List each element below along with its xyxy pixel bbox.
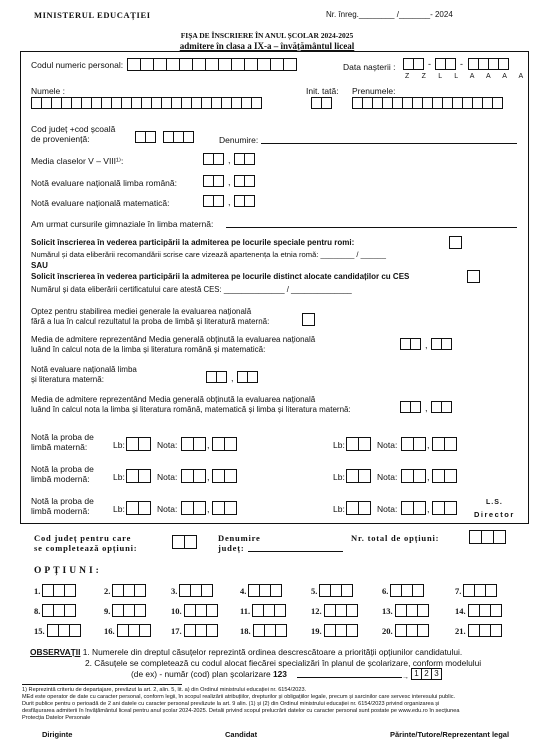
mother-tongue-a-grade-int-input[interactable] [181, 437, 205, 451]
option-11[interactable]: 11. [240, 604, 285, 617]
cnp-label: Codul numeric personal: [31, 60, 124, 70]
school-name-label: Denumire: [219, 135, 259, 145]
school-code-input[interactable] [163, 131, 193, 143]
registration-number: Nr. înreg.________ /_______- 2024 [326, 10, 453, 19]
option-2[interactable]: 2. [104, 584, 145, 597]
signature-parent: Părinte/Tutore/Reprezentant legal [390, 730, 510, 739]
option-21[interactable]: 21. [455, 624, 501, 637]
observations-block: OBSERVAȚII 1. Numerele din dreptul căsuțelor reprezintă ordinea descrescătoare a priorității opțiunilor candidatului. [30, 647, 463, 657]
example-code-boxes: 1 2 3 [411, 668, 441, 680]
cnp-input[interactable] [127, 58, 296, 71]
modern-language-2-b-code-input[interactable] [346, 501, 370, 515]
signature-candidate: Candidat [225, 730, 258, 739]
admission-average-mt-label: Media de admitere reprezentând Media generală obținută la evaluarea națională [31, 395, 316, 404]
grade-average-int-input[interactable] [203, 153, 223, 165]
county-options-label: Cod județ pentru care [34, 533, 132, 543]
modern-language-2-label: Notă la proba de [31, 496, 94, 506]
director-label: Director [474, 510, 515, 519]
admission-average-label: Media de admitere reprezentând Media generală obținută la evaluarea națională [31, 335, 316, 344]
romanian-grade-dec-input[interactable] [234, 175, 254, 187]
ls-mark: L.S. [486, 499, 503, 506]
mother-tongue-a-code-input[interactable] [126, 437, 150, 451]
admission-average-int-input[interactable] [400, 338, 420, 350]
modern-language-1-b-code-input[interactable] [346, 469, 370, 483]
ces-certificate-field[interactable]: Numărul și data eliberării certificatului care atestă CES: ______________ / ______________ [31, 285, 352, 294]
math-grade-label: Notă evaluare națională matematică: [31, 198, 170, 208]
mother-tongue-grade-label: Notă evaluare națională limba [31, 365, 137, 374]
math-grade-dec-input[interactable] [234, 195, 254, 207]
mother-tongue-a-grade-dec-input[interactable] [212, 437, 236, 451]
signature-teacher: Diriginte [42, 730, 73, 739]
option-20[interactable]: 20. [382, 624, 428, 637]
option-5[interactable]: 5. [311, 584, 352, 597]
grade-average-label: Media claselor V – VIII¹⁾: [31, 156, 124, 166]
modern-language-1-a-grade-int-input[interactable] [181, 469, 205, 483]
ces-request-checkbox[interactable] [467, 270, 480, 283]
mother-tongue-grade-dec-input[interactable] [237, 371, 257, 383]
options-county-code-input[interactable] [172, 535, 196, 549]
modern-language-1-a-code-input[interactable] [126, 469, 150, 483]
form-subtitle: admitere în clasa a IX-a – învățământul liceal [179, 41, 355, 51]
option-3[interactable]: 3. [171, 584, 212, 597]
first-name-input[interactable] [352, 97, 502, 109]
grade-average-dec-input[interactable] [234, 153, 254, 165]
footnote-1: 1) Reprezintă criteriu de departajare, prevăzut la art. 2, alin. 5, lit. a) din Ordinul ministrului educației nr. 6154/2023. [22, 687, 307, 693]
roma-request-label: Solicit înscrierea în vederea participării la admiterea pe locurile speciale pentru romi: [31, 238, 355, 247]
modern-language-2-a-grade-int-input[interactable] [181, 501, 205, 515]
admission-average-dec-input[interactable] [431, 338, 451, 350]
roma-recommendation-field[interactable]: Numărul și data eliberării recomandării scrise care vizează apartenența la etnia romă: ________ / ______ [31, 250, 386, 259]
mother-tongue-b-grade-dec-input[interactable] [432, 437, 456, 451]
father-initial-label: Init. tată: [306, 86, 339, 96]
option-17[interactable]: 17. [171, 624, 217, 637]
option-18[interactable]: 18. [240, 624, 286, 637]
mother-tongue-b-grade-int-input[interactable] [401, 437, 425, 451]
first-name-label: Prenumele: [352, 86, 396, 96]
option-12[interactable]: 12. [311, 604, 357, 617]
option-19[interactable]: 19. [311, 624, 357, 637]
example-line: (de ex) - număr (cod) plan școlarizare 123 [131, 669, 287, 679]
option-8[interactable]: 8. [34, 604, 75, 617]
option-13[interactable]: 13. [382, 604, 428, 617]
birth-year-input[interactable] [468, 58, 508, 70]
ces-request-label: Solicit înscrierea în vederea participării la admiterea pe locurile distinct alocate candidaților cu CES [31, 272, 410, 281]
or-label: SAU [31, 261, 48, 270]
option-1[interactable]: 1. [34, 584, 75, 597]
modern-language-2-a-code-input[interactable] [126, 501, 150, 515]
county-name-label: Denumire [218, 533, 261, 543]
option-10[interactable]: 10. [171, 604, 217, 617]
footnote-gdpr: MEd este operator de date cu caracter personal, conform legii, în scopul realizării atribuțiilor, drepturilor și obligațiilor legale, precum și sarcinilor care servesc interesului public. [22, 694, 456, 700]
county-name-input[interactable] [248, 551, 343, 552]
last-name-input[interactable] [31, 97, 261, 109]
mother-tongue-courses-label: Am urmat cursurile gimnaziale în limba maternă: [31, 219, 214, 229]
math-grade-int-input[interactable] [203, 195, 223, 207]
modern-language-2-b-grade-dec-input[interactable] [432, 501, 456, 515]
option-16[interactable]: 16. [104, 624, 150, 637]
modern-language-1-b-grade-int-input[interactable] [401, 469, 425, 483]
observations-label: OBSERVAȚII [30, 647, 81, 657]
option-9[interactable]: 9. [104, 604, 145, 617]
option-14[interactable]: 14. [455, 604, 501, 617]
father-initial-input[interactable] [311, 97, 331, 109]
option-7[interactable]: 7. [455, 584, 496, 597]
birth-month-input[interactable] [435, 58, 455, 70]
modern-language-2-b-grade-int-input[interactable] [401, 501, 425, 515]
modern-language-1-label: Notă la proba de [31, 464, 94, 474]
mother-tongue-b-code-input[interactable] [346, 437, 370, 451]
mother-tongue-label: Notă la proba de [31, 432, 94, 442]
admission-average-mt-dec-input[interactable] [431, 401, 451, 413]
birth-date-label: Data nașterii : [343, 62, 396, 72]
opt-out-checkbox[interactable] [302, 313, 315, 326]
opt-out-label: Optez pentru stabilirea mediei generale la evaluarea națională [31, 307, 252, 316]
total-options-input[interactable] [469, 530, 505, 544]
form-title: FIȘA DE ÎNSCRIERE ÎN ANUL ȘCOLAR 2024-2025 [180, 31, 354, 40]
romanian-grade-int-input[interactable] [203, 175, 223, 187]
modern-language-1-a-grade-dec-input[interactable] [212, 469, 236, 483]
school-name-input[interactable] [261, 143, 517, 144]
mother-tongue-grade-int-input[interactable] [206, 371, 226, 383]
total-options-label: Nr. total de opțiuni: [351, 533, 440, 543]
option-15[interactable]: 15. [34, 624, 80, 637]
ministry-title: MINISTERUL EDUCAȚIEI [34, 10, 151, 20]
modern-language-1-b-grade-dec-input[interactable] [432, 469, 456, 483]
option-4[interactable]: 4. [240, 584, 281, 597]
birth-date-hint: Z Z L L A A A A [405, 73, 529, 80]
example-code: 123 [272, 669, 287, 679]
birth-day-input[interactable] [403, 58, 423, 70]
options-title: OPȚIUNI: [34, 566, 102, 576]
admission-average-mt-int-input[interactable] [400, 401, 420, 413]
county-code-input[interactable] [135, 131, 155, 143]
mother-tongue-courses-input[interactable] [226, 227, 517, 228]
school-code-label: Cod județ +cod școală [31, 124, 116, 134]
romanian-grade-label: Notă evaluare națională limba română: [31, 178, 178, 188]
last-name-label: Numele : [31, 86, 66, 96]
roma-request-checkbox[interactable] [449, 236, 462, 249]
option-6[interactable]: 6. [382, 584, 423, 597]
modern-language-2-a-grade-dec-input[interactable] [212, 501, 236, 515]
